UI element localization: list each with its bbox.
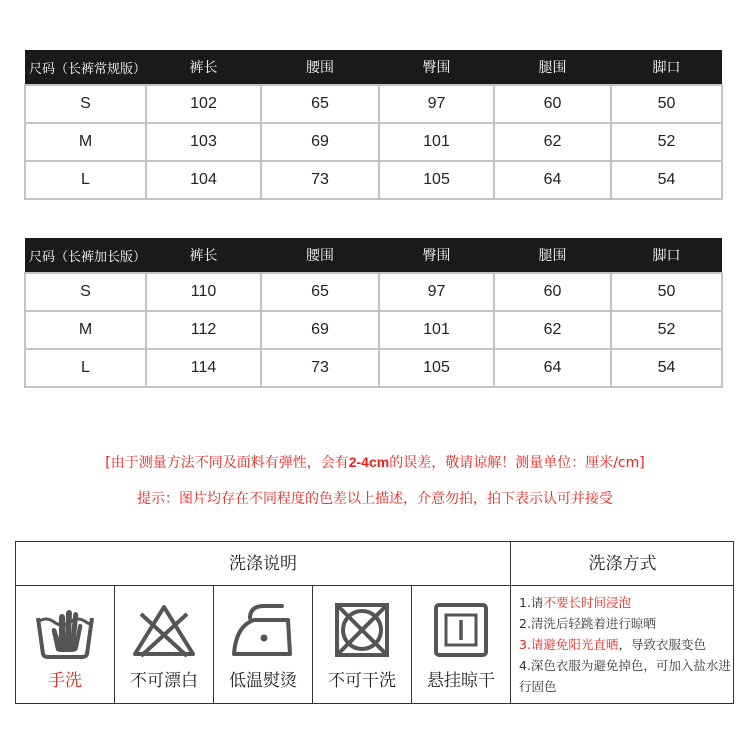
table-cell: L <box>25 349 146 387</box>
wash-method-list <box>519 592 731 697</box>
table-cell: 52 <box>611 311 722 349</box>
wash-step-1 <box>519 592 731 613</box>
table-cell: 52 <box>611 123 722 161</box>
care-label: 不可漂白 <box>130 671 198 691</box>
wash-method-title: 洗涤方式 <box>511 542 734 586</box>
hand-wash-icon <box>34 602 96 660</box>
table-cell: 54 <box>611 349 722 387</box>
table-row <box>25 123 722 161</box>
column-header-length: 裤长 <box>146 50 261 85</box>
table-header-row <box>25 238 722 273</box>
column-header-waist: 腰围 <box>261 238 379 273</box>
column-header-size: 尺码（长裤常规版） <box>25 50 146 85</box>
column-header-waist: 腰围 <box>261 50 379 85</box>
column-header-length: 裤长 <box>146 238 261 273</box>
table-cell: 112 <box>146 311 261 349</box>
table-cell: 69 <box>261 311 379 349</box>
column-header-size: 尺码（长裤加长版） <box>25 238 146 273</box>
table-cell: 60 <box>494 85 611 123</box>
table-cell: 73 <box>261 349 379 387</box>
wash-step-3-warning: 3.请避免阳光直晒 <box>519 637 619 652</box>
wash-step-1-prefix: 1.请 <box>519 595 544 610</box>
wash-step-2: 2.清洗后轻跳着进行晾晒 <box>519 616 656 631</box>
table-cell: 73 <box>261 161 379 199</box>
table-cell: 114 <box>146 349 261 387</box>
table-cell: 102 <box>146 85 261 123</box>
table-cell: 101 <box>379 123 494 161</box>
column-header-hip: 臀围 <box>379 238 494 273</box>
column-header-hem: 脚口 <box>611 238 722 273</box>
table-cell: 50 <box>611 85 722 123</box>
measurement-note-prefix: [由于测量方法不同及面料有弹性，会有 <box>105 455 349 471</box>
table-cell: S <box>25 85 146 123</box>
table-cell: 105 <box>379 349 494 387</box>
measurement-note <box>0 452 750 472</box>
size-table-regular <box>24 50 723 200</box>
table-cell: L <box>25 161 146 199</box>
wash-step-1-warning: 不要长时间浸泡 <box>543 595 631 610</box>
wash-step-4: 4.深色衣服为避免掉色，可加入盐水进行固色 <box>519 658 731 694</box>
table-cell: 54 <box>611 161 722 199</box>
care-item-low-iron <box>214 586 313 704</box>
no-bleach-icon <box>131 602 197 658</box>
care-item-no-dry-clean <box>313 586 412 704</box>
table-cell: 65 <box>261 85 379 123</box>
table-cell: 105 <box>379 161 494 199</box>
table-cell: 104 <box>146 161 261 199</box>
table-cell: S <box>25 273 146 311</box>
color-difference-note: 提示：图片均存在不同程度的色差以上描述，介意勿拍，拍下表示认可并接受 <box>137 491 613 507</box>
table-cell: 50 <box>611 273 722 311</box>
table-cell: 110 <box>146 273 261 311</box>
table-cell: 60 <box>494 273 611 311</box>
wash-step-3-suffix: ，导致衣服变色 <box>618 637 706 652</box>
table-cell: 69 <box>261 123 379 161</box>
size-table-long <box>24 238 723 388</box>
care-label: 不可干洗 <box>328 671 396 691</box>
column-header-thigh: 腿围 <box>494 238 611 273</box>
table-cell: M <box>25 123 146 161</box>
table-cell: 101 <box>379 311 494 349</box>
care-label: 手洗 <box>48 671 82 691</box>
care-label: 悬挂晾干 <box>427 671 495 691</box>
column-header-thigh: 腿围 <box>494 50 611 85</box>
table-row <box>25 311 722 349</box>
care-item-hand-wash <box>16 586 115 704</box>
care-label: 低温熨烫 <box>229 671 297 691</box>
care-instructions-title: 洗涤说明 <box>16 542 511 586</box>
wash-step-3 <box>519 634 731 655</box>
table-cell: 103 <box>146 123 261 161</box>
table-cell: 97 <box>379 85 494 123</box>
table-row <box>25 273 722 311</box>
table-cell: 64 <box>494 349 611 387</box>
table-row <box>25 349 722 387</box>
column-header-hem: 脚口 <box>611 50 722 85</box>
table-cell: 62 <box>494 123 611 161</box>
table-header-row <box>25 50 722 85</box>
table-row <box>25 161 722 199</box>
table-cell: M <box>25 311 146 349</box>
table-cell: 97 <box>379 273 494 311</box>
table-cell: 64 <box>494 161 611 199</box>
measurement-note-tolerance: 2-4cm <box>348 454 390 470</box>
care-item-hang-dry <box>412 586 511 704</box>
no-tumble-dry-icon <box>334 602 390 658</box>
column-header-hip: 臀围 <box>379 50 494 85</box>
care-instructions-panel <box>15 541 734 704</box>
low-iron-icon <box>230 602 296 660</box>
measurement-note-suffix: 的误差，敬请谅解！测量单位：厘米/cm] <box>389 455 645 471</box>
hang-dry-icon <box>433 602 489 658</box>
table-cell: 62 <box>494 311 611 349</box>
table-cell: 65 <box>261 273 379 311</box>
table-row <box>25 85 722 123</box>
care-item-no-bleach <box>115 586 214 704</box>
